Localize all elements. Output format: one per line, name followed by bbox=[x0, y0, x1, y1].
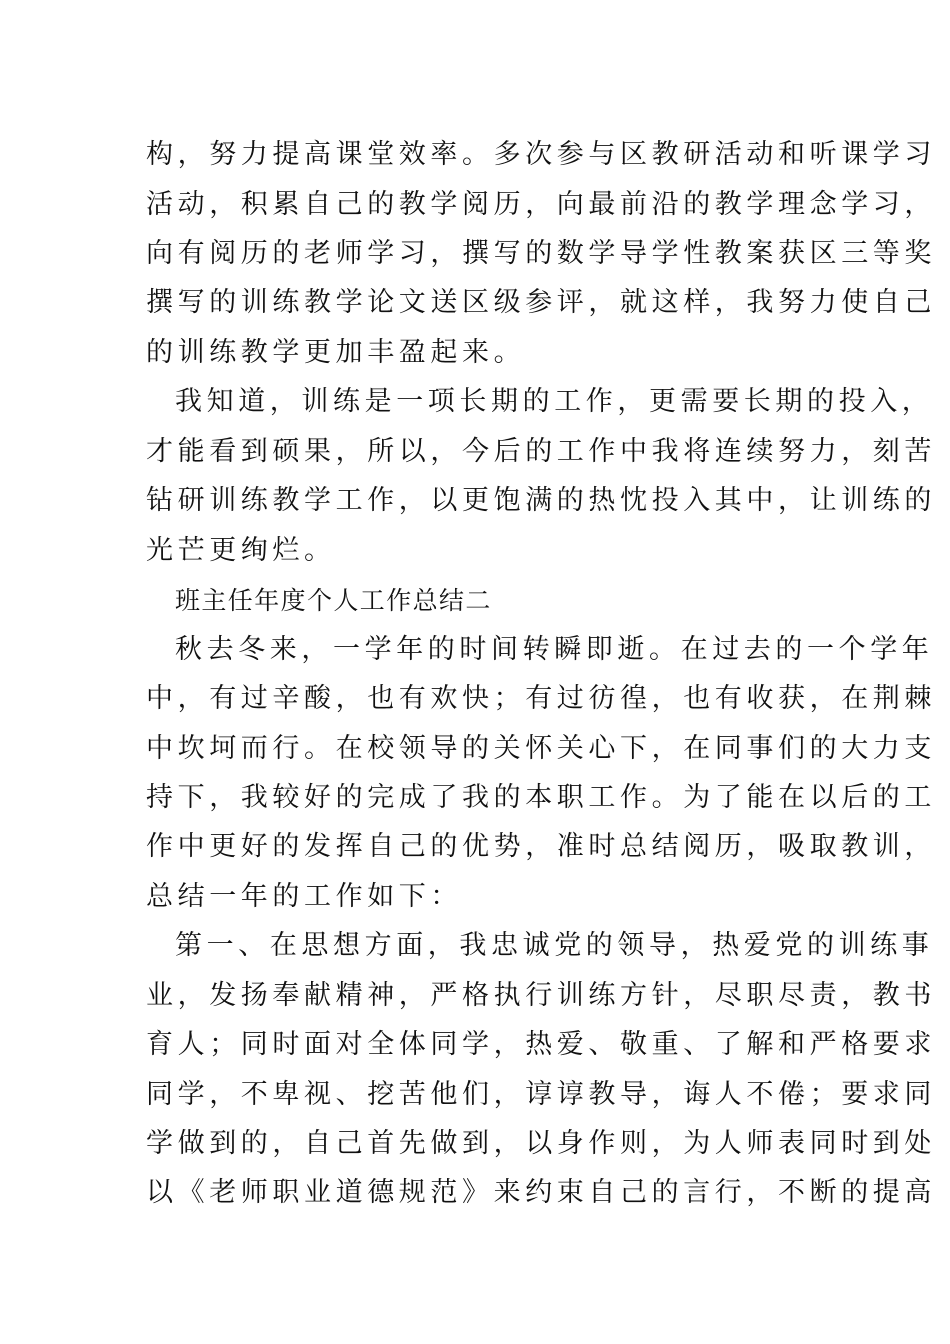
text-line-1: 构，努力提高课堂效率。多次参与区教研活动和听课学习 bbox=[146, 139, 936, 170]
text-line-22: 以《老师职业道德规范》来约束自己的言行，不断的提高 bbox=[146, 1177, 936, 1208]
section-heading: 班主任年度个人工作总结二 bbox=[175, 586, 492, 615]
text-line-21: 学做到的，自己首先做到，以身作则，为人师表同时到处 bbox=[146, 1128, 936, 1159]
text-line-7: 才能看到硕果，所以，今后的工作中我将连续努力，刻苦 bbox=[146, 436, 936, 467]
text-line-13: 中坎坷而行。在校领导的关怀关心下，在同事们的大力支 bbox=[146, 733, 936, 764]
text-line-19: 育人；同时面对全体同学，热爱、敬重、了解和严格要求 bbox=[146, 1029, 936, 1060]
text-line-8: 钻研训练教学工作，以更饱满的热忱投入其中，让训练的 bbox=[146, 485, 936, 516]
text-line-2: 活动，积累自己的教学阅历，向最前沿的教学理念学习， bbox=[146, 189, 936, 220]
paragraph-start-line: 我知道，训练是一项长期的工作，更需要长期的投入， bbox=[175, 386, 934, 417]
text-line-20: 同学，不卑视、挖苦他们，谆谆教导，诲人不倦；要求同 bbox=[146, 1079, 936, 1110]
paragraph-start-line: 秋去冬来，一学年的时间转瞬即逝。在过去的一个学年 bbox=[175, 634, 934, 665]
text-line-15: 作中更好的发挥自己的优势，准时总结阅历，吸取教训， bbox=[146, 831, 936, 862]
text-line-16: 总结一年的工作如下： bbox=[146, 881, 462, 912]
text-line-14: 持下，我较好的完成了我的本职工作。为了能在以后的工 bbox=[146, 782, 936, 813]
text-line-12: 中，有过辛酸，也有欢快；有过彷徨，也有收获，在荆棘 bbox=[146, 683, 936, 714]
paragraph-start-line: 第一、在思想方面，我忠诚党的领导，热爱党的训练事 bbox=[175, 930, 934, 961]
text-line-9: 光芒更绚烂。 bbox=[146, 535, 336, 566]
text-line-3: 向有阅历的老师学习，撰写的数学导学性教案获区三等奖 bbox=[146, 238, 936, 269]
text-line-18: 业，发扬奉献精神，严格执行训练方针，尽职尽责，教书 bbox=[146, 980, 936, 1011]
text-line-4: 撰写的训练教学论文送区级参评，就这样，我努力使自己 bbox=[146, 287, 936, 318]
text-line-5: 的训练教学更加丰盈起来。 bbox=[146, 337, 526, 368]
